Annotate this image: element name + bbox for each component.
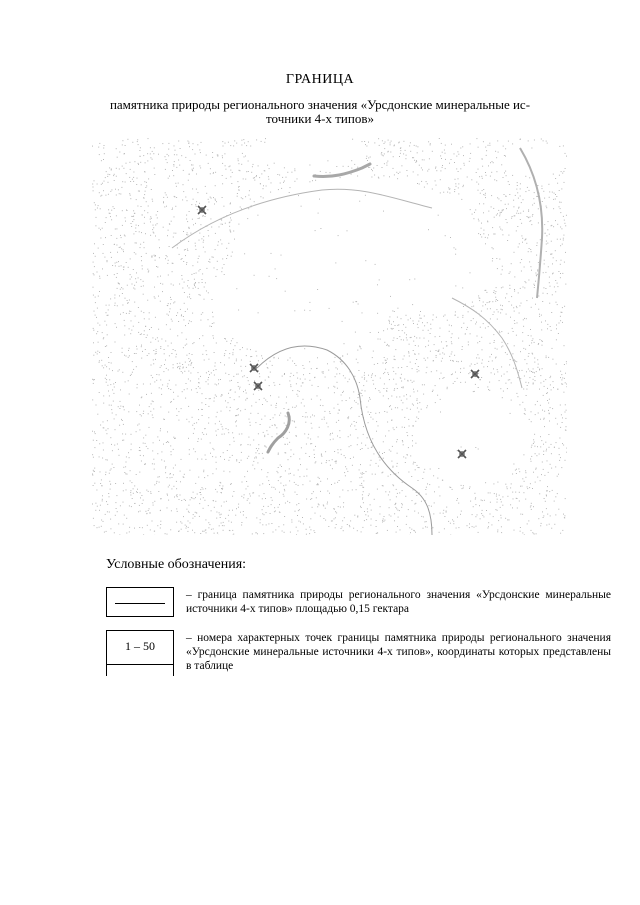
legend-points-symbol xyxy=(106,630,174,676)
legend-heading: Условные обозначения: xyxy=(106,557,247,572)
page-title: ГРАНИЦА xyxy=(285,72,355,87)
boundary-line-sample xyxy=(115,603,165,604)
page-subtitle: памятника природы регионального значения «Урсдонские минеральные источники 4-х типов» xyxy=(109,97,531,126)
legend-points-divider xyxy=(107,664,173,665)
legend-points-number: 1 – 50 xyxy=(125,639,155,653)
legend-boundary-symbol xyxy=(106,587,174,617)
legend-boundary-text: – граница памятника природы регионального значения «Урсдонские минеральные источники 4-х типов» площадью 0,15 гектара xyxy=(186,589,611,615)
boundary-map xyxy=(92,138,567,535)
legend-points-text: – номера характерных точек границы памятника природы регионального значения «Урсдонские минеральные источники 4-х типов», координаты которых представлены в таблице xyxy=(186,632,611,672)
